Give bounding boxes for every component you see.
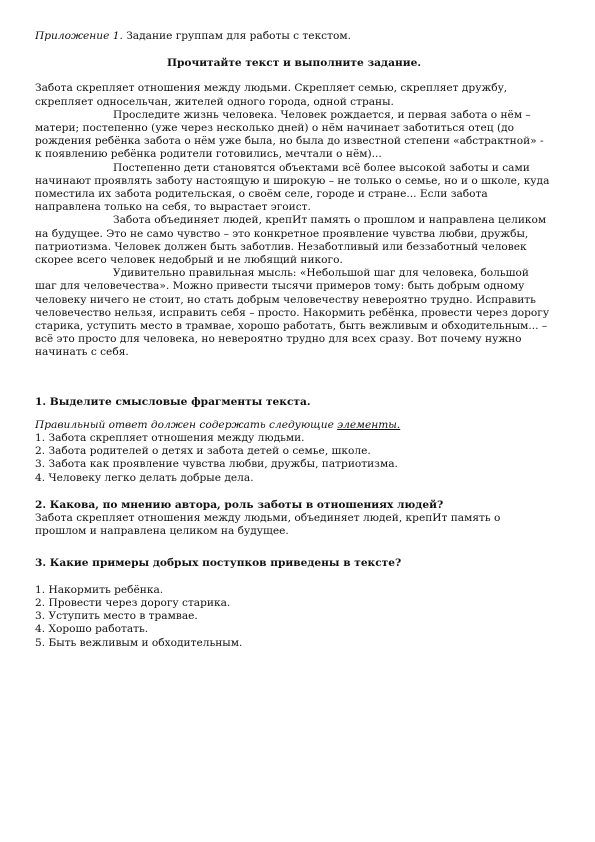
list-item: 4. Человеку легко делать добрые дела.	[35, 471, 254, 484]
question-2: 2. Какова, по мнению автора, роль заботы в отношениях людей?	[35, 498, 444, 511]
paragraph: Проследите жизнь человека. Человек рождается, и первая забота о нём – матери; постепенно (уже через несколько дней) о нём начинает заботиться отец (до рождения ребёнка забота о нём уже была, но была до известной степени «абстрактной» - к появлению ребёнка родители готовились, мечтали о нём)...	[35, 108, 544, 161]
question-3: 3. Какие примеры добрых поступков приведены в тексте?	[35, 556, 402, 569]
list-item: 1. Забота скрепляет отношения между людьми.	[35, 432, 305, 445]
appendix-label: Приложение 1.	[35, 30, 123, 42]
appendix-text: Задание группам для работы с текстом.	[122, 30, 351, 42]
list-item: 3. Забота как проявление чувства любви, дружбы, патриотизма.	[35, 458, 398, 471]
paragraph: Забота объединяет людей, крепИт память о прошлом и направлена целиком на будущее. Это не само чувство – это конкретное проявление чувства любви, дружбы, патриотизма. Человек должен быть заботлив. Незаботливый или беззаботный человек скорее всего человек недобрый и не любящий никого.	[35, 214, 547, 267]
answer-note	[35, 419, 553, 432]
question-1: 1. Выделите смысловые фрагменты текста.	[35, 395, 311, 408]
list-item: 3. Уступить место в трамвае.	[35, 610, 198, 623]
paragraph: Забота скрепляет отношения между людьми. Скрепляет семью, скрепляет дружбу, скрепляет односельчан, жителей одного города, одной страны.	[35, 82, 508, 108]
paragraph: Удивительно правильная мысль: «Небольшой шаг для человека, большой шаг для человечества». Можно привести тысячи примеров тому: быть добрым одному человеку ничего не стоит, но стать добрым человечеству невероятно трудно. Исправить человечество нельзя, исправить себя – просто. Накормить ребёнка, провести через дорогу старика, уступить место в трамвае, хорошо работать, быть вежливым и обходительным... – всё это просто для человека, но невероятно трудно для всех сразу. Вот почему нужно начинать с себя.	[35, 267, 550, 359]
answer-3-list	[35, 584, 553, 650]
document-page	[35, 30, 553, 650]
answer-1-list	[35, 432, 553, 485]
list-item: 2. Провести через дорогу старика.	[35, 596, 231, 609]
document-title: Прочитайте текст и выполните задание.	[166, 57, 422, 70]
list-item: 4. Хорошо работать.	[35, 623, 149, 636]
appendix-header	[35, 30, 553, 43]
list-item: 2. Забота родителей о детях и забота детей о семье, школе.	[35, 445, 371, 458]
answer-note-prefix: Правильный ответ должен содержать следующие	[35, 418, 338, 431]
list-item: 1. Накормить ребёнка.	[35, 583, 164, 596]
answer-2: Забота скрепляет отношения между людьми, объединяет людей, крепИт память о прошлом и направлена целиком на будущее.	[35, 512, 501, 538]
list-item: 5. Быть вежливым и обходительным.	[35, 636, 243, 649]
paragraph: Постепенно дети становятся объектами всё более высокой заботы и сами начинают проявлять заботу настоящую и широкую – не только о семье, но и о школе, куда поместила их забота родительская, о своём селе, городе и стране... Если забота направлена только на себя, то вырастает эгоист.	[35, 161, 550, 214]
answer-note-underlined: элементы.	[337, 418, 401, 431]
